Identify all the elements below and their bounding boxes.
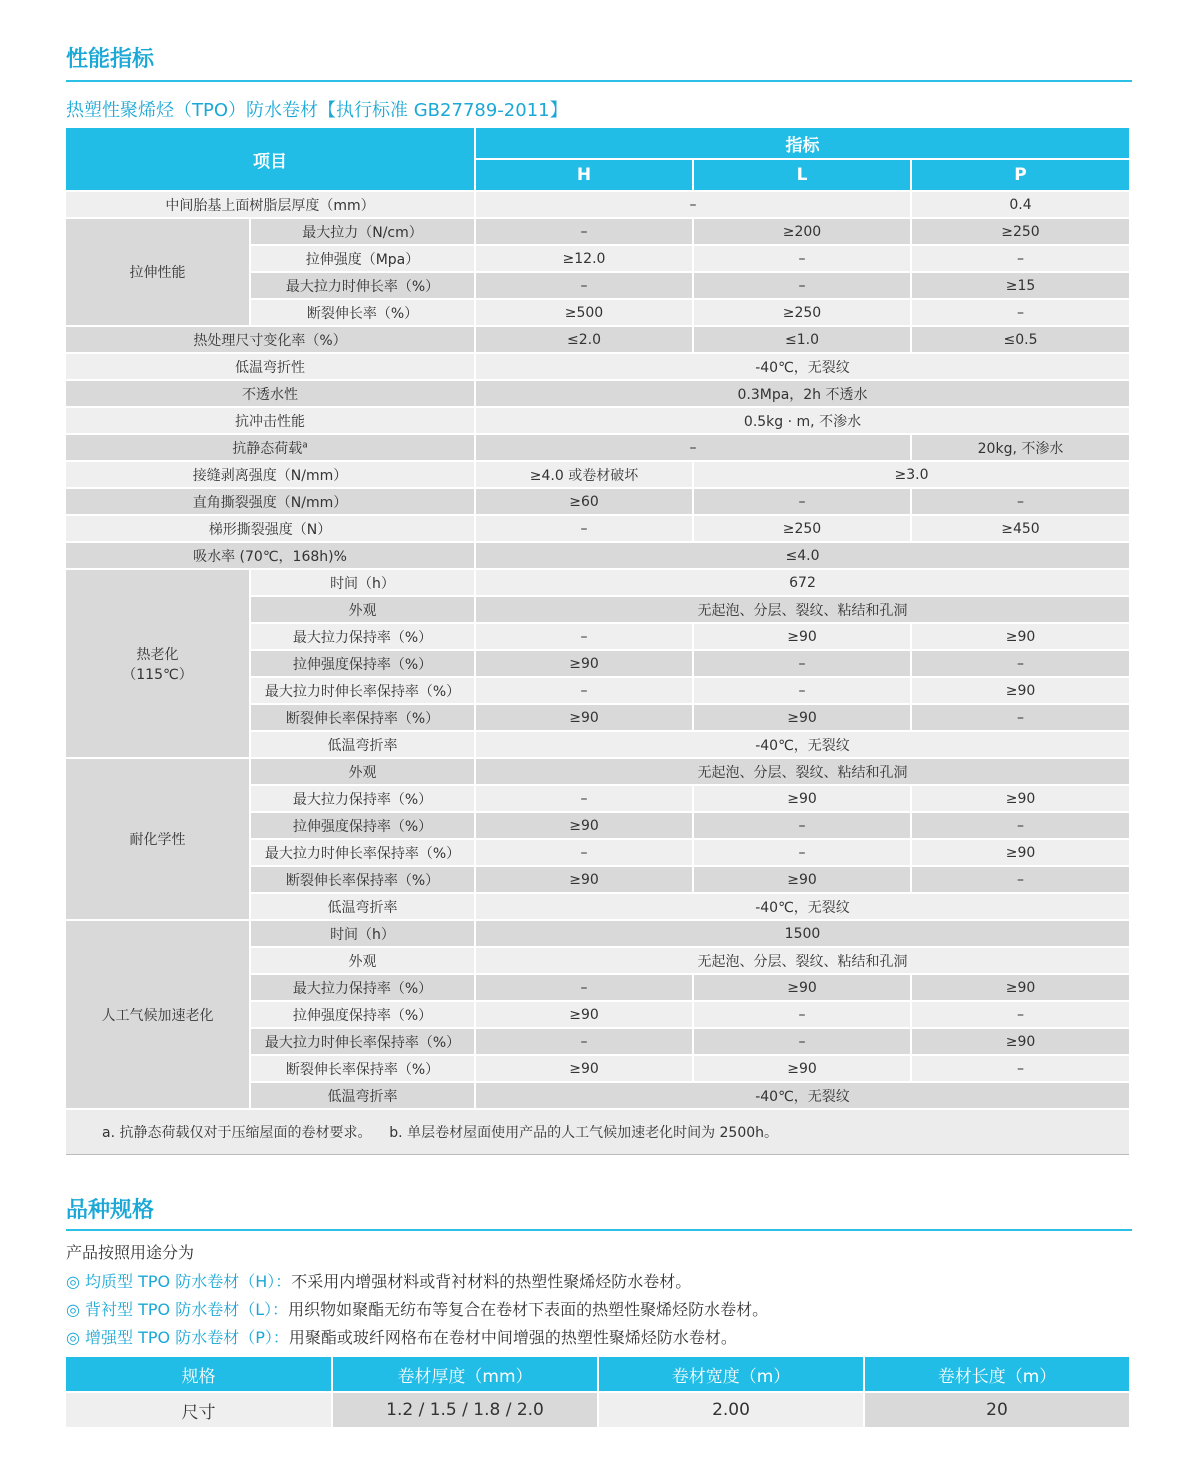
- cell-l: –: [693, 1001, 911, 1028]
- spec-cell-thickness: 1.2 / 1.5 / 1.8 / 2.0: [332, 1392, 598, 1427]
- cell-l: –: [693, 677, 911, 704]
- cell-l: ≤1.0: [693, 326, 911, 353]
- row-label: 拉伸强度保持率（%）: [250, 1001, 475, 1028]
- row-label: 吸水率 (70℃，168h)%: [66, 542, 475, 569]
- row-label: 最大拉力保持率（%）: [250, 974, 475, 1001]
- cell-p: ≥450: [911, 515, 1130, 542]
- row-label: 低温弯折率: [250, 893, 475, 920]
- cell-all: 无起泡、分层、裂纹、粘结和孔洞: [475, 758, 1130, 785]
- row-label: 最大拉力时伸长率保持率（%）: [250, 677, 475, 704]
- cell-p: ≥90: [911, 839, 1130, 866]
- cell-h: –: [475, 839, 693, 866]
- variant-name: ◎ 背衬型 TPO 防水卷材（L）：: [66, 1300, 289, 1319]
- row-label: 拉伸强度（Mpa）: [250, 245, 475, 272]
- spec-cell-width: 2.00: [598, 1392, 864, 1427]
- cell-l: ≥90: [693, 704, 911, 731]
- cell-h: ≥90: [475, 704, 693, 731]
- table-row: [66, 920, 1130, 947]
- group-heat-aging: [66, 569, 250, 758]
- cell-lp: ≥3.0: [693, 461, 1130, 488]
- row-label: 断裂伸长率保持率（%）: [250, 1055, 475, 1082]
- variant-item-p: [66, 1325, 737, 1348]
- cell-p: –: [911, 245, 1130, 272]
- row-label: 最大拉力保持率（%）: [250, 785, 475, 812]
- group-tensile: 拉伸性能: [66, 218, 250, 326]
- cell-p: –: [911, 1001, 1130, 1028]
- cell-all: 无起泡、分层、裂纹、粘结和孔洞: [475, 596, 1130, 623]
- variant-name: ◎ 增强型 TPO 防水卷材（P）：: [66, 1328, 289, 1347]
- row-label: 最大拉力保持率（%）: [250, 623, 475, 650]
- table-row: [66, 488, 1130, 515]
- cell-l: –: [693, 1028, 911, 1055]
- cell-all: 0.3Mpa，2h 不透水: [475, 380, 1130, 407]
- cell-h: ≥90: [475, 1001, 693, 1028]
- cell-p: ≥90: [911, 677, 1130, 704]
- title-rule: [66, 1229, 1132, 1231]
- row-label: 低温弯折率: [250, 731, 475, 758]
- cell-all: 无起泡、分层、裂纹、粘结和孔洞: [475, 947, 1130, 974]
- cell-l: –: [693, 650, 911, 677]
- row-label: 最大拉力时伸长率（%）: [250, 272, 475, 299]
- cell-p: –: [911, 299, 1130, 326]
- spec-cell-size: 尺寸: [66, 1392, 332, 1427]
- cell-all: -40℃，无裂纹: [475, 731, 1130, 758]
- cell-h: –: [475, 515, 693, 542]
- cell-all: 1500: [475, 920, 1130, 947]
- spec-header-thickness: 卷材厚度（mm）: [332, 1357, 598, 1392]
- cell-l: ≥200: [693, 218, 911, 245]
- cell-p: –: [911, 704, 1130, 731]
- cell-h: ≥90: [475, 866, 693, 893]
- header-l: L: [693, 159, 911, 191]
- table-footnotes: a. 抗静态荷载仅对于压缩屋面的卷材要求。 b. 单层卷材屋面使用产品的人工气候加速老化时间为 2500h。: [66, 1109, 1130, 1155]
- header-index: 指标: [475, 128, 1130, 159]
- variants-intro: 产品按照用途分为: [66, 1243, 195, 1262]
- header-h: H: [475, 159, 693, 191]
- cell-h: –: [475, 974, 693, 1001]
- cell-h: –: [475, 785, 693, 812]
- cell-h: ≥12.0: [475, 245, 693, 272]
- cell-all: -40℃，无裂纹: [475, 353, 1130, 380]
- table-row: [66, 380, 1130, 407]
- table-row: [66, 758, 1130, 785]
- row-label: 拉伸强度保持率（%）: [250, 650, 475, 677]
- row-label: 最大拉力时伸长率保持率（%）: [250, 839, 475, 866]
- row-label: 最大拉力时伸长率保持率（%）: [250, 1028, 475, 1055]
- table-row: [66, 515, 1130, 542]
- cell-h: ≥90: [475, 812, 693, 839]
- cell-all: -40℃，无裂纹: [475, 1082, 1130, 1109]
- row-label: 外观: [250, 758, 475, 785]
- spec-table: [66, 1357, 1131, 1427]
- title-rule: [66, 80, 1132, 82]
- cell-all: 672: [475, 569, 1130, 596]
- row-label: 时间（h）: [250, 569, 475, 596]
- row-label: 中间胎基上面树脂层厚度（mm）: [66, 191, 475, 218]
- cell-l: ≥90: [693, 974, 911, 1001]
- row-label: 断裂伸长率（%）: [250, 299, 475, 326]
- variant-desc: 用聚酯或玻纤网格布在卷材中间增强的热塑性聚烯烃防水卷材。: [288, 1328, 737, 1347]
- cell-h: –: [475, 272, 693, 299]
- cell-h: –: [475, 623, 693, 650]
- header-item: 项目: [66, 128, 475, 191]
- cell-l: ≥90: [693, 866, 911, 893]
- variant-item-h: [66, 1269, 691, 1292]
- variant-name: ◎ 均质型 TPO 防水卷材（H）：: [66, 1272, 292, 1291]
- cell-p: ≤0.5: [911, 326, 1130, 353]
- cell-l: –: [693, 245, 911, 272]
- cell-h: ≥4.0 或卷材破坏: [475, 461, 693, 488]
- cell-p: –: [911, 812, 1130, 839]
- group-chemical: 耐化学性: [66, 758, 250, 920]
- row-label: 热处理尺寸变化率（%）: [66, 326, 475, 353]
- row-label: 外观: [250, 596, 475, 623]
- static-load-label: 抗静态荷载: [232, 440, 303, 457]
- row-label: 外观: [250, 947, 475, 974]
- variant-desc: 不采用内增强材料或背衬材料的热塑性聚烯烃防水卷材。: [291, 1272, 692, 1291]
- section-title-specs: 品种规格: [66, 1198, 155, 1223]
- cell-p: ≥90: [911, 974, 1130, 1001]
- row-label: 拉伸强度保持率（%）: [250, 812, 475, 839]
- spec-header-spec: 规格: [66, 1357, 332, 1392]
- cell-l: –: [693, 812, 911, 839]
- cell-l: ≥90: [693, 1055, 911, 1082]
- table-row: [66, 326, 1130, 353]
- cell-p: 20kg, 不渗水: [911, 434, 1130, 461]
- cell-p: ≥90: [911, 785, 1130, 812]
- row-label: 接缝剥离强度（N/mm）: [66, 461, 475, 488]
- cell-p: –: [911, 488, 1130, 515]
- row-label: 断裂伸长率保持率（%）: [250, 704, 475, 731]
- cell-h: ≤2.0: [475, 326, 693, 353]
- group-heat-aging-temp: （115℃）: [122, 666, 193, 683]
- cell-h: –: [475, 1028, 693, 1055]
- row-label: 断裂伸长率保持率（%）: [250, 866, 475, 893]
- row-label: 梯形撕裂强度（N）: [66, 515, 475, 542]
- cell-h: ≥90: [475, 650, 693, 677]
- section-title-performance: 性能指标: [66, 47, 155, 72]
- cell-p: –: [911, 1055, 1130, 1082]
- cell-p: ≥250: [911, 218, 1130, 245]
- cell-h: ≥60: [475, 488, 693, 515]
- row-label: 时间（h）: [250, 920, 475, 947]
- row-label: 不透水性: [66, 380, 475, 407]
- cell-h: –: [475, 677, 693, 704]
- cell-p: –: [911, 866, 1130, 893]
- row-label: 抗冲击性能: [66, 407, 475, 434]
- cell-p: –: [911, 650, 1130, 677]
- variant-desc: 用织物如聚酯无纺布等复合在卷材下表面的热塑性聚烯烃防水卷材。: [288, 1300, 769, 1319]
- spec-header-length: 卷材长度（m）: [864, 1357, 1130, 1392]
- row-label: 直角撕裂强度（N/mm）: [66, 488, 475, 515]
- cell-hl: –: [475, 191, 911, 218]
- group-heat-aging-label: 热老化: [136, 646, 179, 663]
- table-row: [66, 569, 1130, 596]
- cell-l: ≥90: [693, 623, 911, 650]
- variant-item-l: [66, 1297, 768, 1320]
- cell-l: ≥250: [693, 515, 911, 542]
- cell-p: ≥90: [911, 1028, 1130, 1055]
- cell-all: 0.5kg · m, 不渗水: [475, 407, 1130, 434]
- table-row: [66, 353, 1130, 380]
- performance-table: [66, 128, 1131, 1155]
- table-subtitle: 热塑性聚烯烃（TPO）防水卷材【执行标准 GB27789-2011】: [66, 100, 568, 121]
- cell-l: –: [693, 272, 911, 299]
- cell-hl: –: [475, 434, 911, 461]
- cell-l: –: [693, 488, 911, 515]
- cell-l: –: [693, 839, 911, 866]
- row-label: 最大拉力（N/cm）: [250, 218, 475, 245]
- cell-all: ≤4.0: [475, 542, 1130, 569]
- cell-p: ≥90: [911, 623, 1130, 650]
- table-row: [66, 542, 1130, 569]
- cell-l: ≥90: [693, 785, 911, 812]
- group-weathering: 人工气候加速老化: [66, 920, 250, 1109]
- table-row: [66, 407, 1130, 434]
- spec-header-width: 卷材宽度（m）: [598, 1357, 864, 1392]
- cell-l: ≥250: [693, 299, 911, 326]
- row-label: 低温弯折性: [66, 353, 475, 380]
- table-row: [66, 218, 1130, 245]
- cell-h: ≥90: [475, 1055, 693, 1082]
- cell-p: 0.4: [911, 191, 1130, 218]
- spec-cell-length: 20: [864, 1392, 1130, 1427]
- row-label: 低温弯折率: [250, 1082, 475, 1109]
- table-row: [66, 191, 1130, 218]
- footnote-mark-a: a: [302, 439, 308, 450]
- cell-h: –: [475, 218, 693, 245]
- cell-all: -40℃，无裂纹: [475, 893, 1130, 920]
- table-row: [66, 461, 1130, 488]
- header-p: P: [911, 159, 1130, 191]
- row-label-static-load: [66, 434, 475, 461]
- table-row: [66, 434, 1130, 461]
- cell-p: ≥15: [911, 272, 1130, 299]
- cell-h: ≥500: [475, 299, 693, 326]
